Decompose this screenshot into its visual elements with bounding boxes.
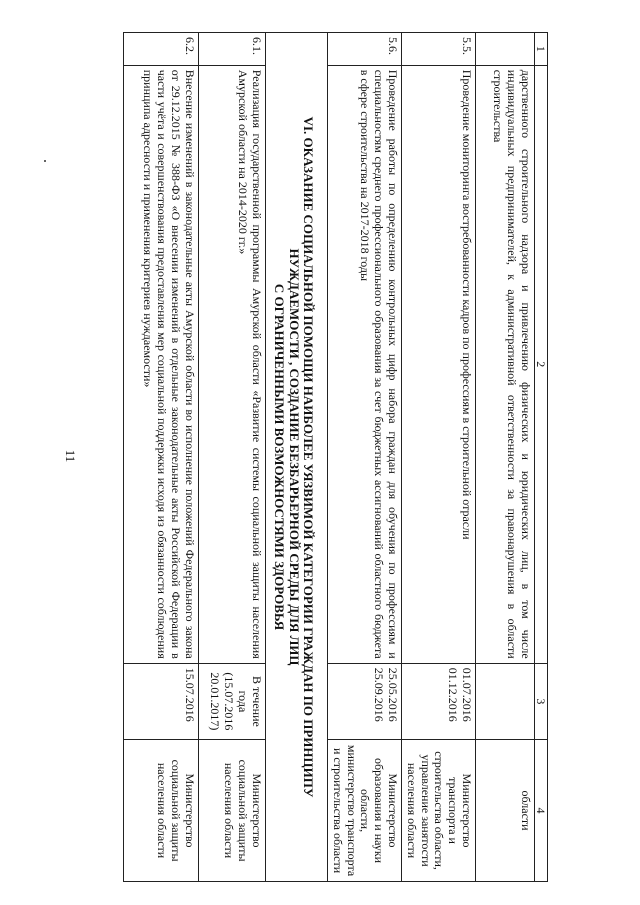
row-number: 6.2. (123, 33, 198, 66)
row-number (476, 33, 535, 66)
row-number: 5.5. (402, 33, 476, 66)
header-col-1: 1 (535, 33, 548, 66)
table-row-6-2 (123, 33, 198, 882)
header-col-4: 4 (535, 740, 548, 882)
row-responsible: Министерство образования и науки области, министерство транспорта и строительства области (328, 740, 402, 882)
row-number: 6.1. (198, 33, 265, 66)
row-dates: 01.07.2016 01.12.2016 (402, 663, 476, 739)
row-responsible: Министерство социальной защиты населения области (198, 740, 265, 882)
scan-speck (44, 160, 46, 162)
rotated-table-container (56, 32, 548, 882)
row-dates: 15.07.2016 (123, 663, 198, 739)
section-heading-line-2: НУЖДАЕМОСТИ , СОЗДАНИЕ БЕЗБАРЬЕРНОЙ СРЕДЫ ДЛЯ ЛИЦ (286, 248, 302, 666)
section-heading-line-3: С ОГРАНИЧЕННЫМИ ВОЗМОЖНОСТЯМИ ЗДОРОВЬЯ (272, 283, 288, 631)
header-row (535, 33, 548, 882)
table-row-6-1 (198, 33, 265, 882)
measures-table (123, 32, 548, 882)
row-description: дарственного строительного надзора и привлечению физических и юридических лиц, в том числе индивидуальных предпринимателей, к административной ответственности за правонарушения в области строительства (476, 65, 535, 663)
header-col-3: 3 (535, 663, 548, 739)
row-responsible: Министерство социальной защиты населения области (123, 740, 198, 882)
row-responsible: Министерство транспорта и строительства области, управление занятости населения области (402, 740, 476, 882)
row-responsible: области (476, 740, 535, 882)
row-description: Проведение работы по определению контрольных цифр набора граждан для обучения по профессиям и специальностям среднего профессионального образования за счет бюджетных ассигнований областного бюджета в сфере строительства на 2017-2018 годы (328, 65, 402, 663)
row-dates: В течение года (15.07.2016 20.01.2017) (198, 663, 265, 739)
page-number: 11 (63, 449, 78, 463)
section-heading (265, 33, 328, 882)
row-description: Реализация государственной программы Амурской области «Развитие системы социальной защиты населения Амурской области на 2014-2020 гг.» (198, 65, 265, 663)
table-row-continuation (476, 33, 535, 882)
section-heading-row (265, 33, 328, 882)
row-description: Внесение изменений в законодательные акты Амурской области во исполнение положений Федерального закона от 29.12.2015 № 388-ФЗ «О внесении изменений в отдельные законодательные акты Российской Федерации в части учёта и совершенствования предоставления мер социальной поддержки исходя из обязанности соблюдения принципа адресности и применения критериев нуждаемости» (123, 65, 198, 663)
row-description: Проведение мониторинга востребованности кадров по профессиям в строительной отрасли (402, 65, 476, 663)
row-dates (476, 663, 535, 739)
header-col-2: 2 (535, 65, 548, 663)
section-heading-line-1: VI. ОКАЗАНИЕ СОЦИАЛЬНОЙ ПОМОЩИ НАИБОЛЕЕ УЯЗВИМОЙ КАТЕГОРИИ ГРАЖДАН ПО ПРИНЦИПУ (301, 116, 317, 798)
row-number: 5.6. (328, 33, 402, 66)
table-row-5-6 (328, 33, 402, 882)
table-row-5-5 (402, 33, 476, 882)
row-dates: 25.05.2016 25.09.2016 (328, 663, 402, 739)
